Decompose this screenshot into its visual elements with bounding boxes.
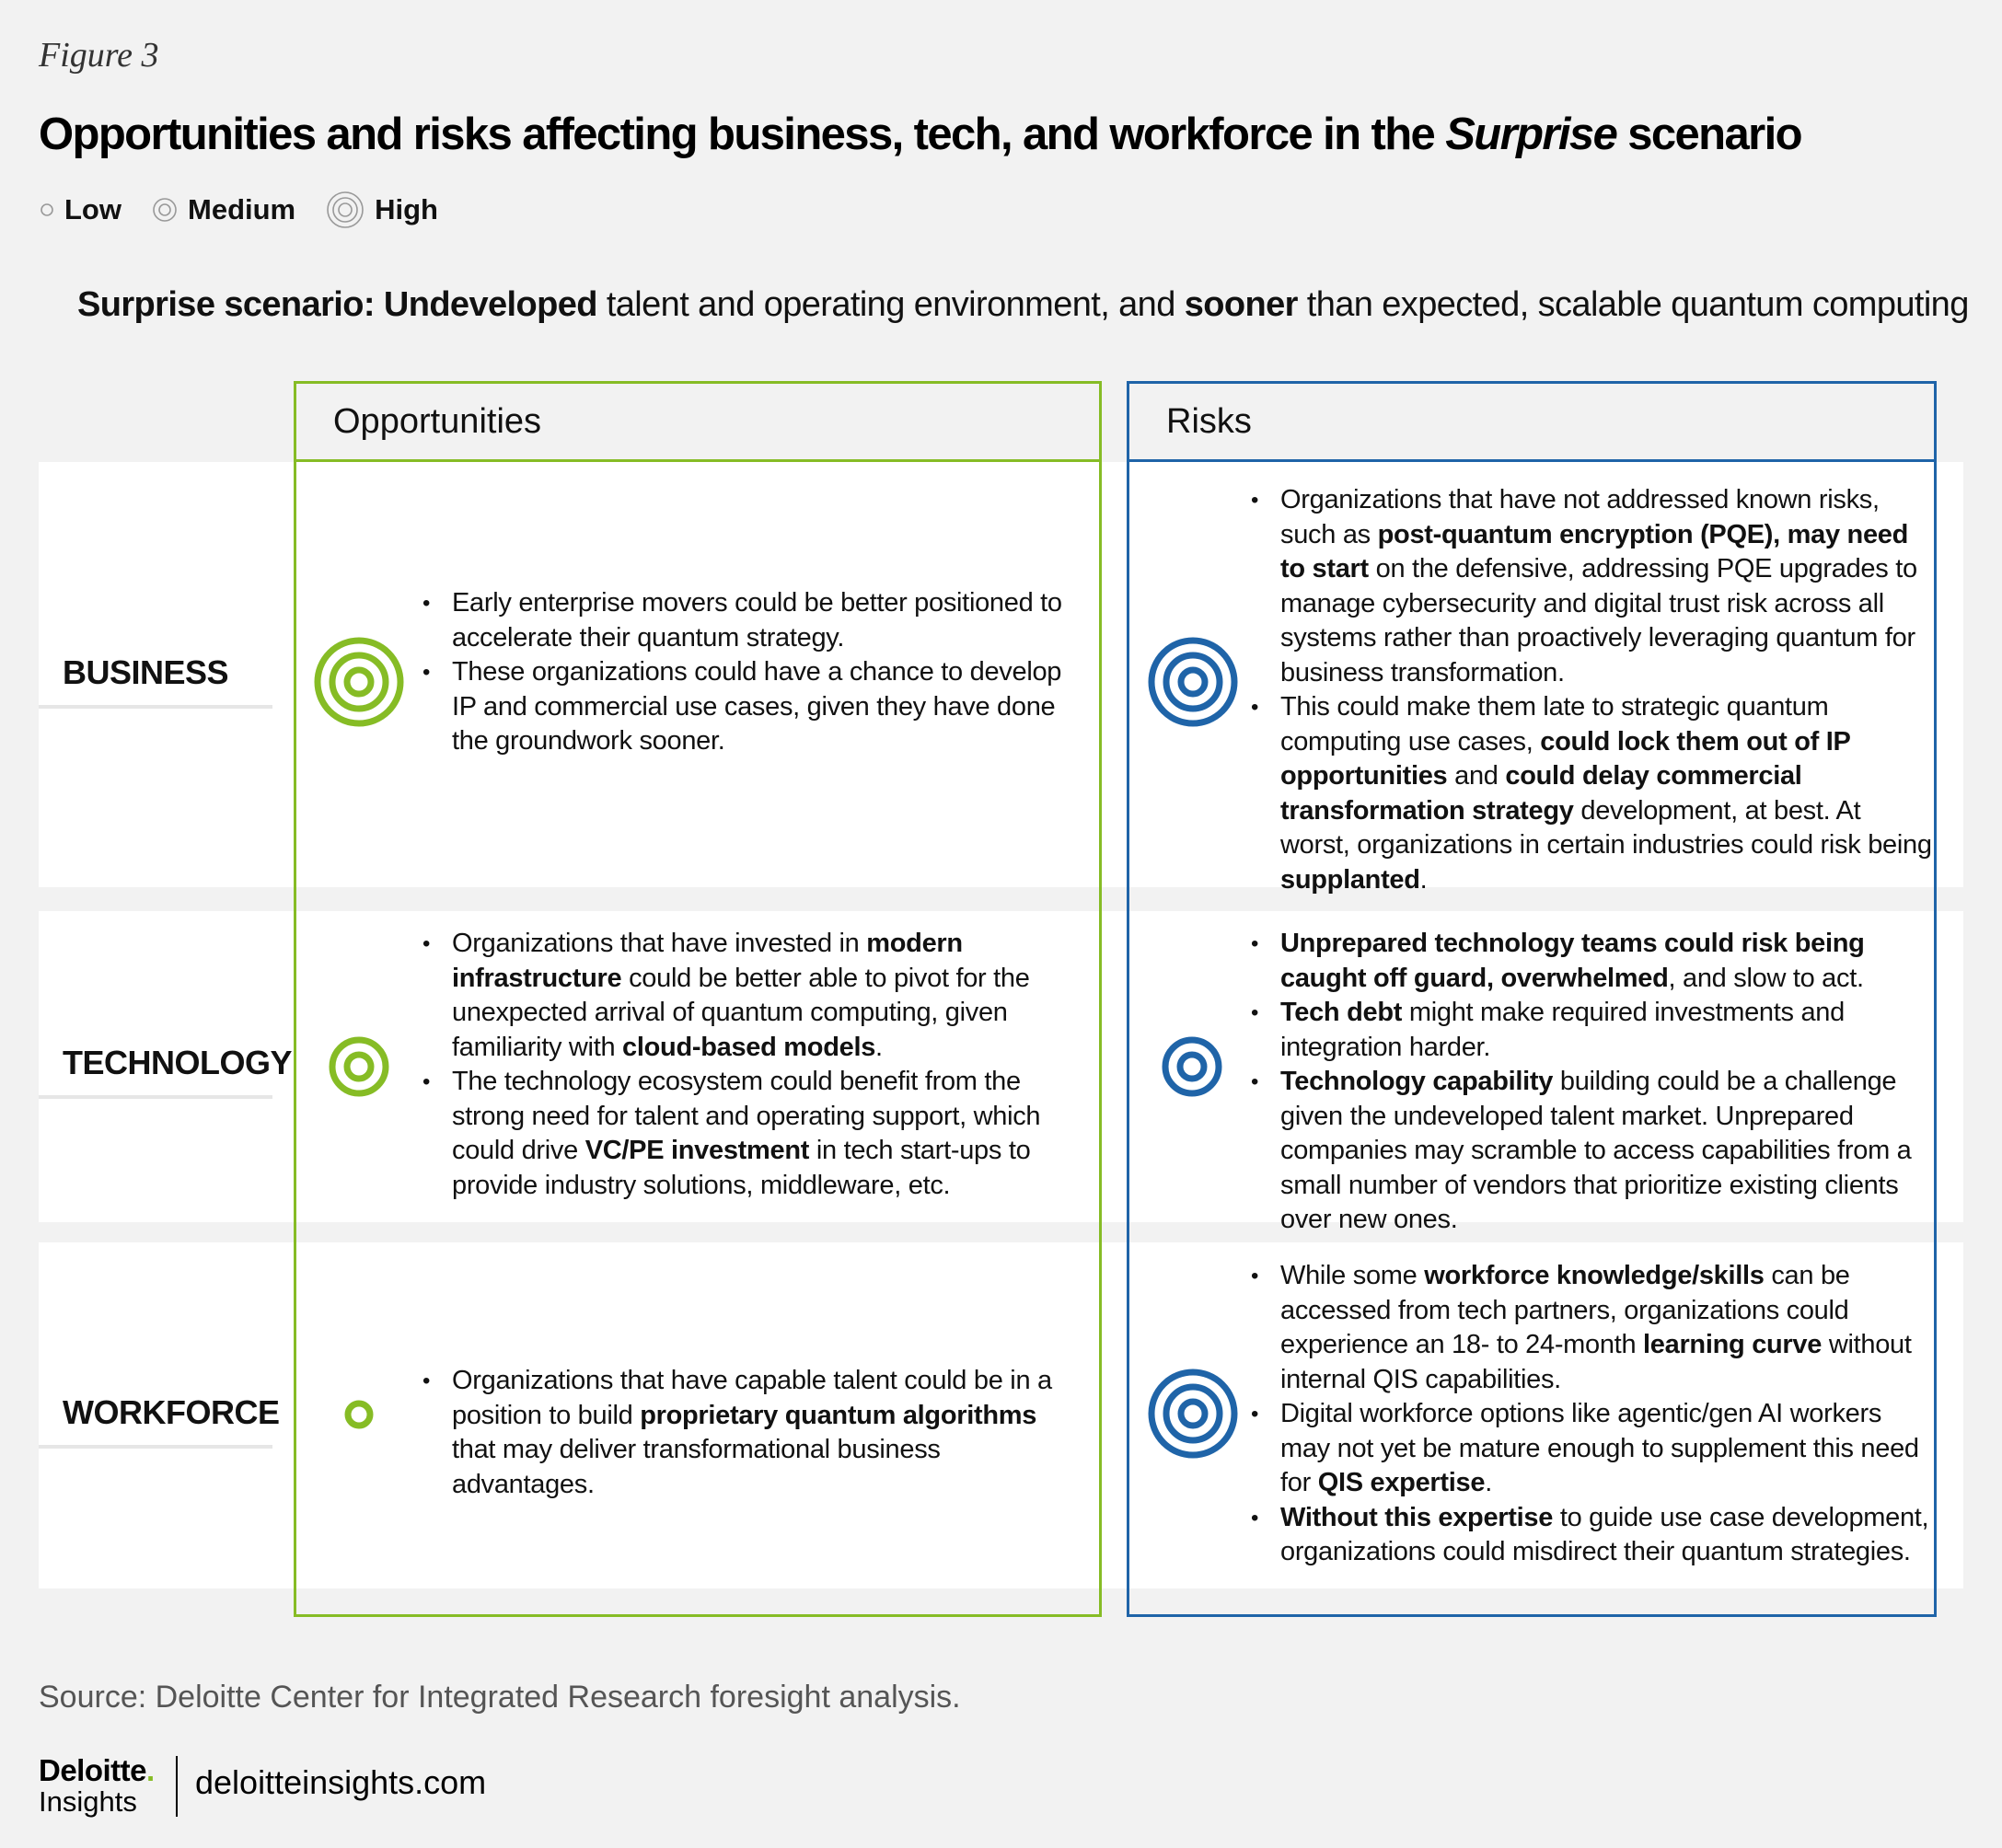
high-level-icon	[325, 190, 365, 230]
bullet-text: Tech debt	[1280, 998, 1403, 1027]
opportunities-header: Opportunities	[294, 381, 1102, 462]
bullet-text: and	[1447, 761, 1506, 791]
page-title: Opportunities and risks affecting business, tech, and workforce in the Surprise scenario	[39, 110, 1801, 159]
bullet-item	[422, 1065, 1076, 1203]
medium-level-icon	[1160, 1034, 1224, 1099]
legend-item-high: High	[325, 190, 438, 230]
bullet-text: Organizations that have invested in	[452, 929, 867, 958]
figure-label: Figure 3	[39, 36, 159, 75]
row-label-business: BUSINESS	[39, 653, 272, 709]
scenario-subtitle: Surprise scenario: Undeveloped talent and operating environment, and sooner than expected, scalable quantum computing	[77, 285, 1969, 324]
technology-opportunity-level-icon	[327, 1034, 391, 1103]
bullet-text: workforce knowledge/skills	[1424, 1261, 1765, 1290]
high-level-icon	[1144, 633, 1242, 731]
bullet-text: could delay commercial transformation strategy	[1280, 761, 1802, 826]
low-level-icon	[343, 1399, 375, 1430]
bullet-text: .	[875, 1032, 883, 1062]
legend-item-low: Low	[39, 193, 122, 226]
business-opportunities-list	[422, 586, 1076, 759]
bullet-text: that may deliver transformational business advantages.	[452, 1435, 941, 1499]
site-link[interactable]: deloitteinsights.com	[195, 1763, 487, 1801]
business-risk-level-icon	[1144, 633, 1242, 735]
bullet-text: VC/PE investment	[584, 1136, 810, 1165]
bullet-text: These organizations could have a chance to develop IP and commercial use cases, given they have done the groundwork sooner.	[452, 657, 1062, 756]
business-risks-list	[1251, 483, 1932, 897]
bullet-item	[1251, 927, 1932, 996]
bullet-item	[1251, 483, 1932, 690]
bullet-text: can be accessed from tech partners, organizations could experience an 18- to 24-month	[1280, 1261, 1850, 1359]
bullet-text: , and slow to act.	[1668, 963, 1864, 993]
risks-header: Risks	[1127, 381, 1937, 462]
bullet-text: proprietary quantum algorithms	[640, 1400, 1037, 1430]
bullet-text: building could be a challenge given the undeveloped talent market. Unprepared companies may scramble to access capabilities from a small number of vendors that prioritize existing clients over new ones.	[1280, 1067, 1912, 1234]
bullet-text: Digital workforce options like agentic/gen AI workers may not yet be mature enough to supplement this need for	[1280, 1399, 1919, 1497]
legend	[39, 190, 468, 230]
bullet-text: cloud-based models	[622, 1032, 876, 1062]
footer-divider	[176, 1756, 178, 1817]
low-level-icon	[39, 202, 55, 218]
bullet-item	[1251, 996, 1932, 1065]
bullet-text: QIS expertise	[1317, 1468, 1486, 1497]
workforce-opportunities-list	[422, 1364, 1076, 1502]
workforce-risk-level-icon	[1144, 1365, 1242, 1467]
bullet-item	[422, 927, 1076, 1065]
bullet-text: on the defensive, addressing PQE upgrades to manage cybersecurity and digital trust risk across all systems rather than proactively leveraging quantum for business transformation.	[1280, 554, 1917, 687]
bullet-text: .	[1485, 1468, 1492, 1497]
bullet-text: modern infrastructure	[452, 929, 963, 993]
row-label-technology: TECHNOLOGY	[39, 1044, 272, 1099]
bullet-text: Organizations that have capable talent could be in a position to build	[452, 1366, 1052, 1430]
bullet-text: to guide use case development, organizations could misdirect their quantum strategies.	[1280, 1502, 1929, 1566]
insights-logo-text: Insights	[39, 1785, 137, 1818]
bullet-text: Early enterprise movers could be better positioned to accelerate their quantum strategy.	[452, 588, 1062, 653]
bullet-text: The technology ecosystem could benefit from the strong need for talent and operating support, which could drive	[452, 1067, 1041, 1165]
bullet-item	[1251, 690, 1932, 897]
technology-risks-list	[1251, 927, 1932, 1238]
workforce-opportunity-level-icon	[343, 1399, 375, 1435]
source-note: Source: Deloitte Center for Integrated Research foresight analysis.	[39, 1680, 961, 1715]
medium-level-icon	[151, 196, 179, 224]
bullet-text: This could make them late to strategic quantum computing use cases,	[1280, 692, 1829, 757]
medium-level-icon	[327, 1034, 391, 1099]
workforce-risks-list	[1251, 1259, 1932, 1570]
bullet-text: .	[1419, 864, 1428, 895]
deloitte-logo: Deloitte.	[39, 1753, 155, 1787]
business-opportunity-level-icon	[310, 633, 408, 735]
bullet-text: in tech start-ups to provide industry solutions, middleware, etc.	[452, 1136, 1031, 1200]
bullet-text: without internal QIS capabilities.	[1280, 1330, 1912, 1394]
bullet-text: supplanted	[1280, 864, 1420, 895]
high-level-icon	[310, 633, 408, 731]
bullet-text: Organizations that have not addressed known risks, such as	[1280, 485, 1880, 549]
row-label-workforce: WORKFORCE	[39, 1393, 272, 1449]
bullet-item	[1251, 1065, 1932, 1238]
technology-opportunities-list	[422, 927, 1076, 1203]
bullet-text: Technology capability	[1280, 1067, 1554, 1096]
bullet-text: learning curve	[1643, 1330, 1823, 1359]
legend-item-medium: Medium	[151, 193, 295, 226]
bullet-item	[422, 1364, 1076, 1502]
bullet-text: Unprepared technology teams could risk being caught off guard, overwhelmed	[1280, 929, 1865, 993]
bullet-text: could lock them out of IP opportunities	[1280, 726, 1851, 791]
bullet-item	[1251, 1501, 1932, 1570]
bullet-text: While some	[1280, 1261, 1425, 1290]
bullet-text: Without this expertise	[1280, 1502, 1554, 1532]
bullet-text: might make required investments and integration harder.	[1280, 998, 1845, 1062]
high-level-icon	[1144, 1365, 1242, 1462]
technology-risk-level-icon	[1160, 1034, 1224, 1103]
bullet-item	[422, 655, 1076, 759]
bullet-item	[422, 586, 1076, 655]
bullet-text: could be better able to pivot for the unexpected arrival of quantum computing, given familiarity with	[452, 963, 1030, 1062]
bullet-text: post-quantum encryption (PQE), may need to start	[1280, 519, 1909, 583]
bullet-item	[1251, 1397, 1932, 1501]
bullet-text: development, at best. At worst, organizations in certain industries could risk being	[1280, 795, 1932, 860]
bullet-item	[1251, 1259, 1932, 1397]
